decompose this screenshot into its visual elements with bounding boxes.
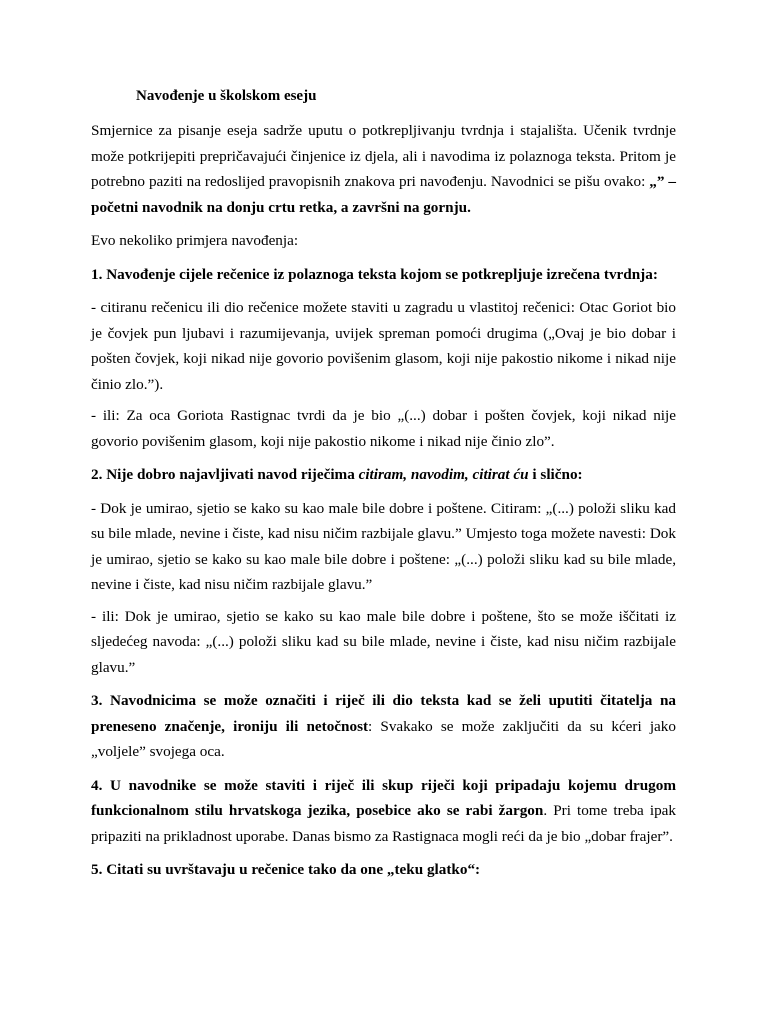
section4-bold: 4. U navodnike se može staviti i riječ ili skup riječi koji pripadaju kojemu drugom funkcionalnom stilu hrvatskoga jezika, posebice ako se rabi žargon [91,776,676,819]
section1-heading [91,262,676,288]
section2-heading-start: 2. Nije dobro najavljivati navod riječima [91,466,359,483]
section2-heading-end: i slično: [528,466,583,483]
section1-paragraph-1: - citiranu rečenicu ili dio rečenice možete staviti u zagradu u vlastitoj rečenici: Otac Goriot bio je čovjek pun ljubavi i razumijevanja, uvijek spreman pomoći drugima („Ovaj je bio dobar i pošten čovjek, koji nikad nije govorio povišenim glasom, koji nije pakostio nikome i nikad nije činio zlo.”). [91,299,676,393]
document-body [91,118,676,891]
section2-heading [91,462,676,488]
section3-paragraph [91,688,676,765]
section1-heading-text: 1. Navođenje cijele rečenice iz polaznoga teksta kojom se potkrepljuje izrečena tvrdnja: [91,265,658,283]
intro-text: Smjernice za pisanje eseja sadrže uputu o potkrepljivanju tvrdnja i stajališta. Učenik tvrdnje može potkrijepiti prepričavajući činjenice iz djela, ali i navodima iz polaznoga teksta. Pritom je potrebno paziti na redoslijed pravopisnih znakova pri navođenju. Navodnici se pišu ovako: [91,122,676,190]
section4-paragraph [91,773,676,850]
section5-heading-text: 5. Citati su uvrštavaju u rečenice tako da one „teku glatko“: [91,861,481,878]
examples-intro: Evo nekoliko primjera navođenja: [91,232,299,249]
section2-paragraph-1: - Dok je umirao, sjetio se kako su kao male bile dobre i poštene. Citiram: „(...) položi sliku kad su bile mlade, nevine i čiste, kad nisu ničim razbijale glavu.” Umjesto toga možete navesti: Dok je umirao, sjetio se kako su kao male bile dobre i poštene: „(...) položi sliku kad su bile mlade, nevine i čiste, kad nisu ničim razbijale glavu.” [91,499,676,593]
section1-paragraph-2: - ili: Za oca Goriota Rastignac tvrdi da je bio „(...) dobar i pošten čovjek, koji nikad nije govorio povišenim glasom, koji nije pakostio nikome i nikad nije činio zlo”. [91,407,676,450]
section4-rest: . Pri tome treba ipak pripaziti na prikladnost uporabe. Danas bismo za Rastignaca mogli reći da je bio „dobar frajer”. [91,802,676,845]
section2-paragraph-2: - ili: Dok je umirao, sjetio se kako su kao male bile dobre i poštene, što se može iščitati iz sljedećeg navoda: „(...) položi sliku kad su bile mlade, nevine i čiste, kad nisu ničim razbijale glavu.” [91,607,676,676]
intro-paragraph [91,118,676,220]
section2-heading-italic: citiram, navodim, citirat ću [358,466,529,483]
intro-bold-rule: „” – početni navodnik na donju crtu retka, a završni na gornju. [91,173,676,216]
document-title: Navođenje u školskom eseju [136,88,317,104]
section3-rest: : Svakako se može zaključiti da su kćeri jako „voljele” svojega oca. [91,717,676,760]
section5-heading [91,857,676,883]
section3-bold: 3. Navodnicima se može označiti i riječ ili dio teksta kad se želi uputiti čitatelja na preneseno značenje, ironiju ili netočnost [91,692,676,735]
